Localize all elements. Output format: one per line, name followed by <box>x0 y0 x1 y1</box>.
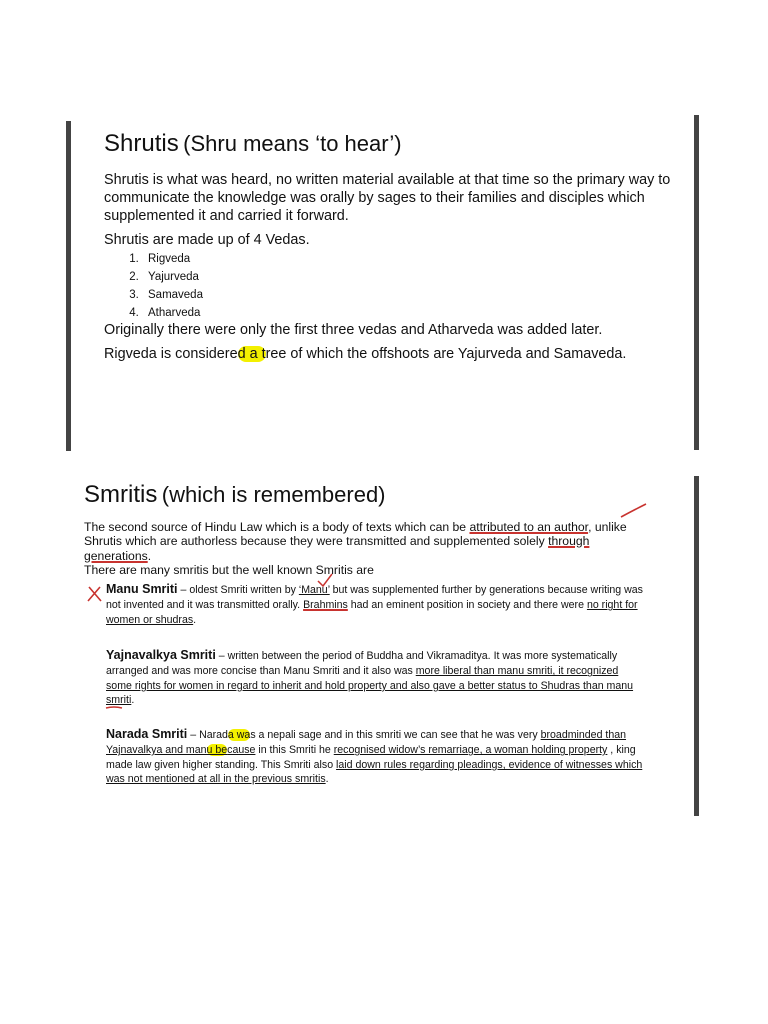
yajnavalkya-smriti-heading: Yajnavalkya Smriti <box>106 648 216 662</box>
title-sub: (which is remembered) <box>161 482 386 507</box>
highlight-mark: a wa <box>227 729 251 741</box>
paragraph-manu-smriti: Manu Smriti – oldest Smriti written by ‘Manu’ but was supplemented further by generations because writing was not invented and it was transmitted orally. Brahmins had an eminent position in society and there were no right for women or shudras. <box>106 582 643 626</box>
paragraph-rigveda: Rigveda is considered a tree of which the offshoots are Yajurveda and Samaveda. <box>104 346 627 362</box>
title-sub: (Shru means ‘to hear’) <box>183 131 402 156</box>
list-item: 1. Rigveda <box>142 250 203 268</box>
slide-title <box>104 129 402 159</box>
right-border-bar <box>694 115 699 450</box>
highlight-mark: d a t <box>237 346 266 362</box>
pen-underline: through generations <box>84 534 590 563</box>
vedas-list <box>106 250 203 322</box>
paragraph-well-known: There are many smritis but the well known Smritis are <box>84 563 374 577</box>
title-main: Shrutis <box>104 130 179 157</box>
paragraph-vedas-count: Shrutis are made up of 4 Vedas. <box>104 232 310 248</box>
pen-tick-mark <box>621 504 646 517</box>
slide-shrutis <box>66 115 702 455</box>
slide-smritis <box>66 470 702 820</box>
paragraph-originally: Originally there were only the first three vedas and Atharveda was added later. <box>104 322 603 338</box>
highlight-mark: u be <box>206 744 228 757</box>
manu-smriti-heading: Manu Smriti <box>106 582 178 596</box>
right-border-bar <box>694 476 699 816</box>
paragraph-intro: The second source of Hindu Law which is a body of texts which can be attributed to an author, unlike Shrutis which are authorless because they were transmitted and supplemented solely through generations. <box>84 520 627 563</box>
title-main: Smritis <box>84 481 158 508</box>
paragraph-intro: Shrutis is what was heard, no written material available at that time so the primary way to communicate the knowledge was orally by sages to their families and disciples which supplemented it and carried it forward. <box>104 172 671 224</box>
list-item: 2. Yajurveda <box>142 268 203 286</box>
cross-mark-icon <box>88 587 101 601</box>
list-item: 4. Atharveda <box>142 304 203 322</box>
slide-title <box>84 480 386 510</box>
narada-smriti-heading: Narada Smriti <box>106 727 188 741</box>
pen-underline: attributed to an author <box>469 520 589 534</box>
paragraph-yajnavalkya-smriti: Yajnavalkya Smriti – written between the period of Buddha and Vikramaditya. It was more systematically arranged and was more concise than Manu Smriti and it also was more liberal than manu smriti, it recognized some rights for women in regard to inherit and hold property and also gave a better status to Shudras than manu smriti. <box>106 648 634 707</box>
left-border-bar <box>66 121 71 451</box>
paragraph-narada-smriti: Narada Smriti – Narada was a nepali sage and in this smriti we can see that he was very broadminded than Yajnavalkya and manu because in this Smriti he recognised widow’s remarriage, a woman holding property , king made law given higher standing. This Smriti also laid down rules regarding pleadings, evidence of witnesses which was not mentioned at all in the previous smritis. <box>106 727 643 786</box>
list-item: 3. Samaveda <box>142 286 203 304</box>
